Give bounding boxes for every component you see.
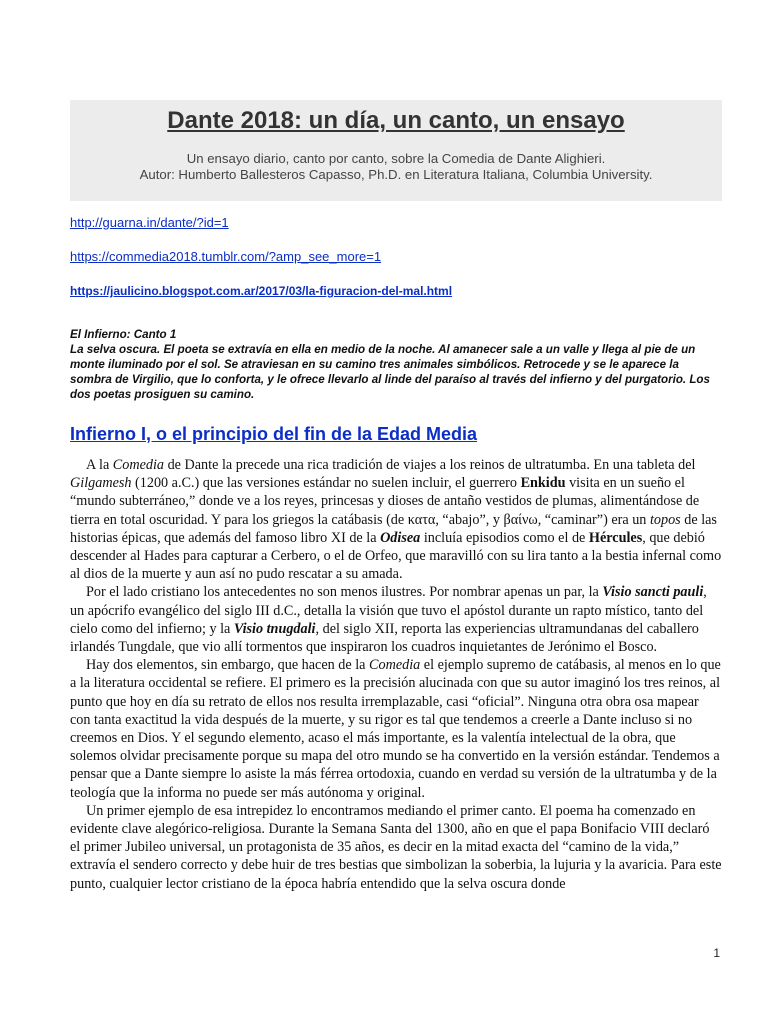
bold-italic-run: Visio tnugdali [233,620,316,637]
subtitle [80,151,712,183]
bold-run: Hércules [588,529,643,546]
canto-summary-block [70,327,722,402]
page-number: 1 [713,946,720,960]
text-run: visita en un sueño el “mundo subterráneo,” donde ve a los reyes, princesas y dioses de antaño vestidos de plumas, alimentándose de tierra en total oscuridad. Y para los griegos la catábasis (de κατα, “abajo”, y βαίνω, “caminar”) era un [70,475,700,528]
essay-body [70,456,722,893]
text-run: (1200 a.C.) que las versiones estándar no suelen incluir, el guerrero [131,475,521,492]
text-run: de Dante la precede una rica tradición de viajes a los reinos de ultratumba. En una tableta del [164,457,696,473]
text-run: Hay dos elementos, sin embargo, que hacen de la [86,657,370,674]
paragraph-2 [70,583,722,656]
italic-run: Gilgamesh [70,475,132,492]
text-run: A la [86,457,113,473]
title-box [70,100,722,201]
italic-run: topos [649,511,681,528]
subtitle-line-1: Un ensayo diario, canto por canto, sobre la Comedia de Dante Alighieri. [186,151,606,166]
italic-run: Comedia [112,457,165,473]
text-run: Por el lado cristiano los antecedentes no son menos ilustres. Por nombrar apenas un par, la [86,584,603,601]
bold-run: Enkidu [520,475,566,492]
text-run: , del siglo XII, reporta las experiencias ultramundanas del caballero irlandés Tungdale, que vio allí tormentos que inspiraron los cuadros inquietantes de Jerónimo el Bosco. [70,620,699,656]
document-page [70,100,722,893]
canto-summary: La selva oscura. El poeta se extravía en ella en medio de la noche. Al amanecer sale a un valle y llega al pie de un monte iluminado por el sol. Se atraviesan en su camino tres animales simbólicos. Retrocede y se le aparece la sombra de Virgilio, que lo conforta, y le ofrece llevarlo al linde del paraíso al través del infierno y del purgatorio. Los dos poetas prosiguen su camino. [70,343,710,401]
section-heading[interactable]: Infierno I, o el principio del fin de la Edad Media [70,424,478,444]
paragraph-1 [70,456,722,583]
text-run: de las historias épicas, que además del famoso libro XI de la [70,511,717,546]
link-guarna[interactable]: http://guarna.in/dante/?id=1 [70,215,229,230]
text-run: , que debió descender al Hades para capturar a Cerbero, o el de Orfeo, que maravilló con su lira tanto a la bestia infernal como al dios de la muerte y aun así no pudo rescatar a su amada. [70,529,722,583]
paragraph-4: Un primer ejemplo de esa intrepidez lo encontramos mediando el primer canto. El poema ha comenzado en evidente clave alegórico-religiosa. Durante la Semana Santa del 1300, año en que el papa Bonifacio VIII declaró el primer Jubileo universal, un protagonista de 35 años, es decir en la mitad exacta del “camino de la vida,” extravía el sendero correcto y debe huir de tres bestias que simbolizan la soberbia, la lujuria y la avaricia. Para este punto, cualquier lector cristiano de la época habría entendido que la selva oscura donde [70,802,722,892]
link-commedia2018[interactable]: https://commedia2018.tumblr.com/?amp_see_more=1 [70,249,382,264]
text-run: incluía episodios como el de [420,529,589,546]
page-title: Dante 2018: un día, un canto, un ensayo [167,107,625,134]
bold-italic-run: Odisea [380,529,421,546]
subtitle-line-2: Autor: Humberto Ballesteros Capasso, Ph.D. en Literatura Italiana, Columbia University. [139,167,653,182]
bold-italic-run: Visio sancti pauli [602,584,704,601]
text-run: , un apócrifo evangélico del siglo III d.C., detalla la visión que tuvo el apóstol durante un rapto místico, tanto del cielo como del infierno; y la [70,584,707,637]
canto-label: El Infierno: Canto 1 [70,328,177,341]
text-run: el ejemplo supremo de catábasis, al menos en lo que a la literatura occidental se refiere. El primero es la precisión alucinada con que su autor imaginó los tres reinos, al punto que hoy en día su retrato de ellos nos resulta irremplazable, casi “oficial”. Ninguna otra obra osa mapear con tanta exactitud la vida después de la muerte, y su rigor es tal que tendemos a creerle a Dante incluso si no creemos en Dios. Y el segundo elemento, acaso el más importante, es la valentía intelectual de la obra, que solemos olvidar precisamente porque su mapa del otro mundo se ha convertido en la versión estándar. Tendemos a pensar que a Dante siempre lo asiste la más férrea ortodoxia, cuando en verdad su versión de la ultratumba y de la teología que la informa no puede ser más autónoma y original. [70,657,721,801]
paragraph-3 [70,656,722,802]
italic-run: Comedia [369,657,421,674]
link-jaulicino[interactable]: https://jaulicino.blogspot.com.ar/2017/03/la-figuracion-del-mal.html [70,284,453,298]
